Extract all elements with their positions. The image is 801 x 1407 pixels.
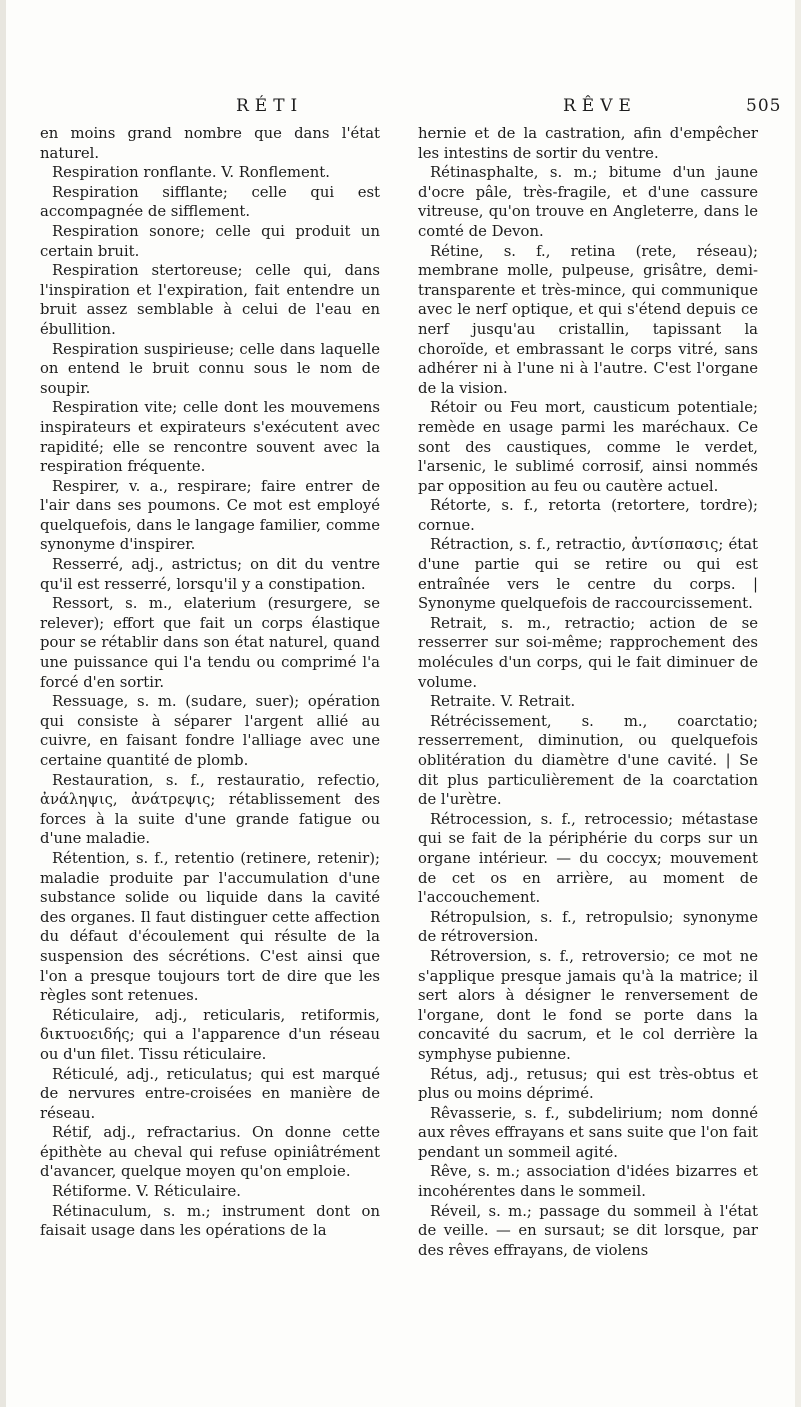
- dictionary-entry: Resserré, adj., astrictus; on dit du ventre qu'il est resserré, lorsqu'il y a constipation.: [40, 556, 380, 593]
- running-head-left: RÉTI: [236, 96, 304, 116]
- dictionary-entry: Rétinasphalte, s. m.; bitume d'un jaune d'ocre pâle, très-fragile, et d'une cassure vitreuse, qu'on trouve en Angleterre, dans le comté de Devon.: [418, 164, 758, 240]
- dictionary-entry: Réticulaire, adj., reticularis, retiformis, δικτυοειδής; qui a l'apparence d'un réseau ou d'un filet. Tissu réticulaire.: [40, 1006, 380, 1063]
- dictionary-entry: Rétinaculum, s. m.; instrument dont on faisait usage dans les opérations de la: [40, 1202, 380, 1240]
- right-column: [418, 124, 758, 1260]
- dictionary-entry: Respiration sonore; celle qui produit un certain bruit.: [40, 222, 380, 260]
- dictionary-entry: Rétiforme. V. Réticulaire.: [52, 1183, 241, 1201]
- dictionary-entry: Rétropulsion, s. f., retropulsio; synonyme de rétroversion.: [418, 908, 758, 946]
- dictionary-entry: Réveil, s. m.; passage du sommeil à l'état de veille. — en sursaut; se dit lorsque, par des rêves effrayans, de violens: [418, 1202, 758, 1259]
- dictionary-entry: Rétrécissement, s. m., coarctatio; resserrement, diminution, ou quelquefois oblitération du diamètre d'une cavité. | Se dit plus particulièrement de la coarctation de l'urètre.: [418, 712, 758, 809]
- dictionary-entry: Ressuage, s. m. (sudare, suer); opération qui consiste à séparer l'argent allié au cuivre, en faisant fondre l'alliage avec une certaine quantité de plomb.: [40, 693, 380, 769]
- dictionary-entry: Respiration ronflante. V. Ronflement.: [52, 164, 330, 182]
- entry-continuation: hernie et de la castration, afin d'empêcher les intestins de sortir du ventre.: [418, 125, 758, 162]
- running-head-center: RÊVE: [563, 96, 637, 116]
- dictionary-entry: Rétroversion, s. f., retroversio; ce mot ne s'applique presque jamais qu'à la matrice; il sert alors à désigner le renversement de l'organe, dont le fond se porte dans la concavité du sacrum, et le col derrière la symphyse pubienne.: [418, 947, 758, 1063]
- dictionary-entry: Réticulé, adj., reticulatus; qui est marqué de nervures entre-croisées en manière de réseau.: [40, 1065, 380, 1122]
- dictionary-entry: Rêve, s. m.; association d'idées bizarres et incohérentes dans le sommeil.: [418, 1163, 758, 1201]
- dictionary-entry: Rétention, s. f., retentio (retinere, retenir); maladie produite par l'accumulation d'une substance solide ou liquide dans la cavité des organes. Il faut distinguer cette affection du défaut d'écoulement qui résulte de la suspension des sécrétions. C'est ainsi que l'on a presque toujours tort de dire que les règles sont retenues.: [40, 849, 380, 1005]
- dictionary-entry: Rétus, adj., retusus; qui est très-obtus et plus ou moins déprimé.: [418, 1065, 758, 1103]
- dictionary-entry: Rétrocession, s. f., retrocessio; métastase qui se fait de la périphérie du corps sur un organe intérieur. — du coccyx; mouvement de cet os en arrière, au moment de l'accouchement.: [418, 810, 758, 907]
- dictionary-entry: Rétraction, s. f., retractio, ἀντίσπασις; état d'une partie qui se retire ou qui est entraînée vers le centre du corps. | Synonyme quelquefois de raccourcissement.: [418, 536, 758, 613]
- left-column: [40, 124, 380, 1241]
- dictionary-entry: Rétine, s. f., retina (rete, réseau); membrane molle, pulpeuse, grisâtre, demi-transparente et très-mince, qui communique avec le nerf optique, et qui s'étend depuis ce nerf jusqu'au cristallin, tapissant la choroïde, et embrassant le corps vitré, sans adhérer ni à l'une ni à l'autre. C'est l'organe de la vision.: [418, 242, 758, 397]
- dictionary-entry: Respirer, v. a., respirare; faire entrer de l'air dans ses poumons. Ce mot est employé quelquefois, dans le langage familier, comme synonyme d'inspirer.: [40, 477, 380, 554]
- dictionary-entry: Respiration vite; celle dont les mouvemens inspirateurs et expirateurs s'exécutent avec rapidité; elle se rencontre souvent avec la respiration fréquente.: [40, 399, 380, 476]
- dictionary-entry: Ressort, s. m., elaterium (resurgere, se relever); effort que fait un corps élastique pour se rétablir dans son état naturel, quand une puissance qui l'a tendu ou comprimé l'a forcé d'en sortir.: [40, 595, 380, 691]
- dictionary-entry: Respiration stertoreuse; celle qui, dans l'inspiration et l'expiration, fait entendre un bruit assez semblable à celui de l'eau en ébullition.: [40, 262, 380, 338]
- page-edge-left: [0, 0, 6, 1407]
- dictionary-entry: Rétorte, s. f., retorta (retortere, tordre); cornue.: [418, 497, 758, 534]
- dictionary-entry: Rétif, adj., refractarius. On donne cette épithète au cheval qui refuse opiniâtrément d'avancer, quelque moyen qu'on emploie.: [40, 1124, 380, 1181]
- dictionary-entry: Rétoir ou Feu mort, causticum potentiale; remède en usage parmi les maréchaux. Ce sont des caustiques, comme le verdet, l'arsenic, le sublimé corrosif, ainsi nommés par opposition au feu ou cautère actuel.: [418, 399, 758, 495]
- dictionary-entry: Respiration suspirieuse; celle dans laquelle on entend le bruit connu sous le nom de soupir.: [40, 340, 380, 397]
- entry-continuation: en moins grand nombre que dans l'état naturel.: [40, 125, 380, 162]
- dictionary-entry: Retraite. V. Retrait.: [430, 693, 576, 711]
- dictionary-entry: Retrait, s. m., retractio; action de se resserrer sur soi-même; rapprochement des molécules d'un corps, qui le fait diminuer de volume.: [418, 614, 758, 691]
- dictionary-entry: Rêvasserie, s. f., subdelirium; nom donné aux rêves effrayans et sans suite que l'on fait pendant un sommeil agité.: [418, 1104, 758, 1161]
- page-number: 505: [746, 96, 782, 116]
- dictionary-entry: Respiration sifflante; celle qui est accompagnée de sifflement.: [40, 183, 380, 221]
- dictionary-entry: Restauration, s. f., restauratio, refectio, ἀνάληψις, ἀνάτρεψις; rétablissement des forces à la suite d'une grande fatigue ou d'une maladie.: [40, 771, 380, 848]
- page-edge-right: [795, 0, 801, 1407]
